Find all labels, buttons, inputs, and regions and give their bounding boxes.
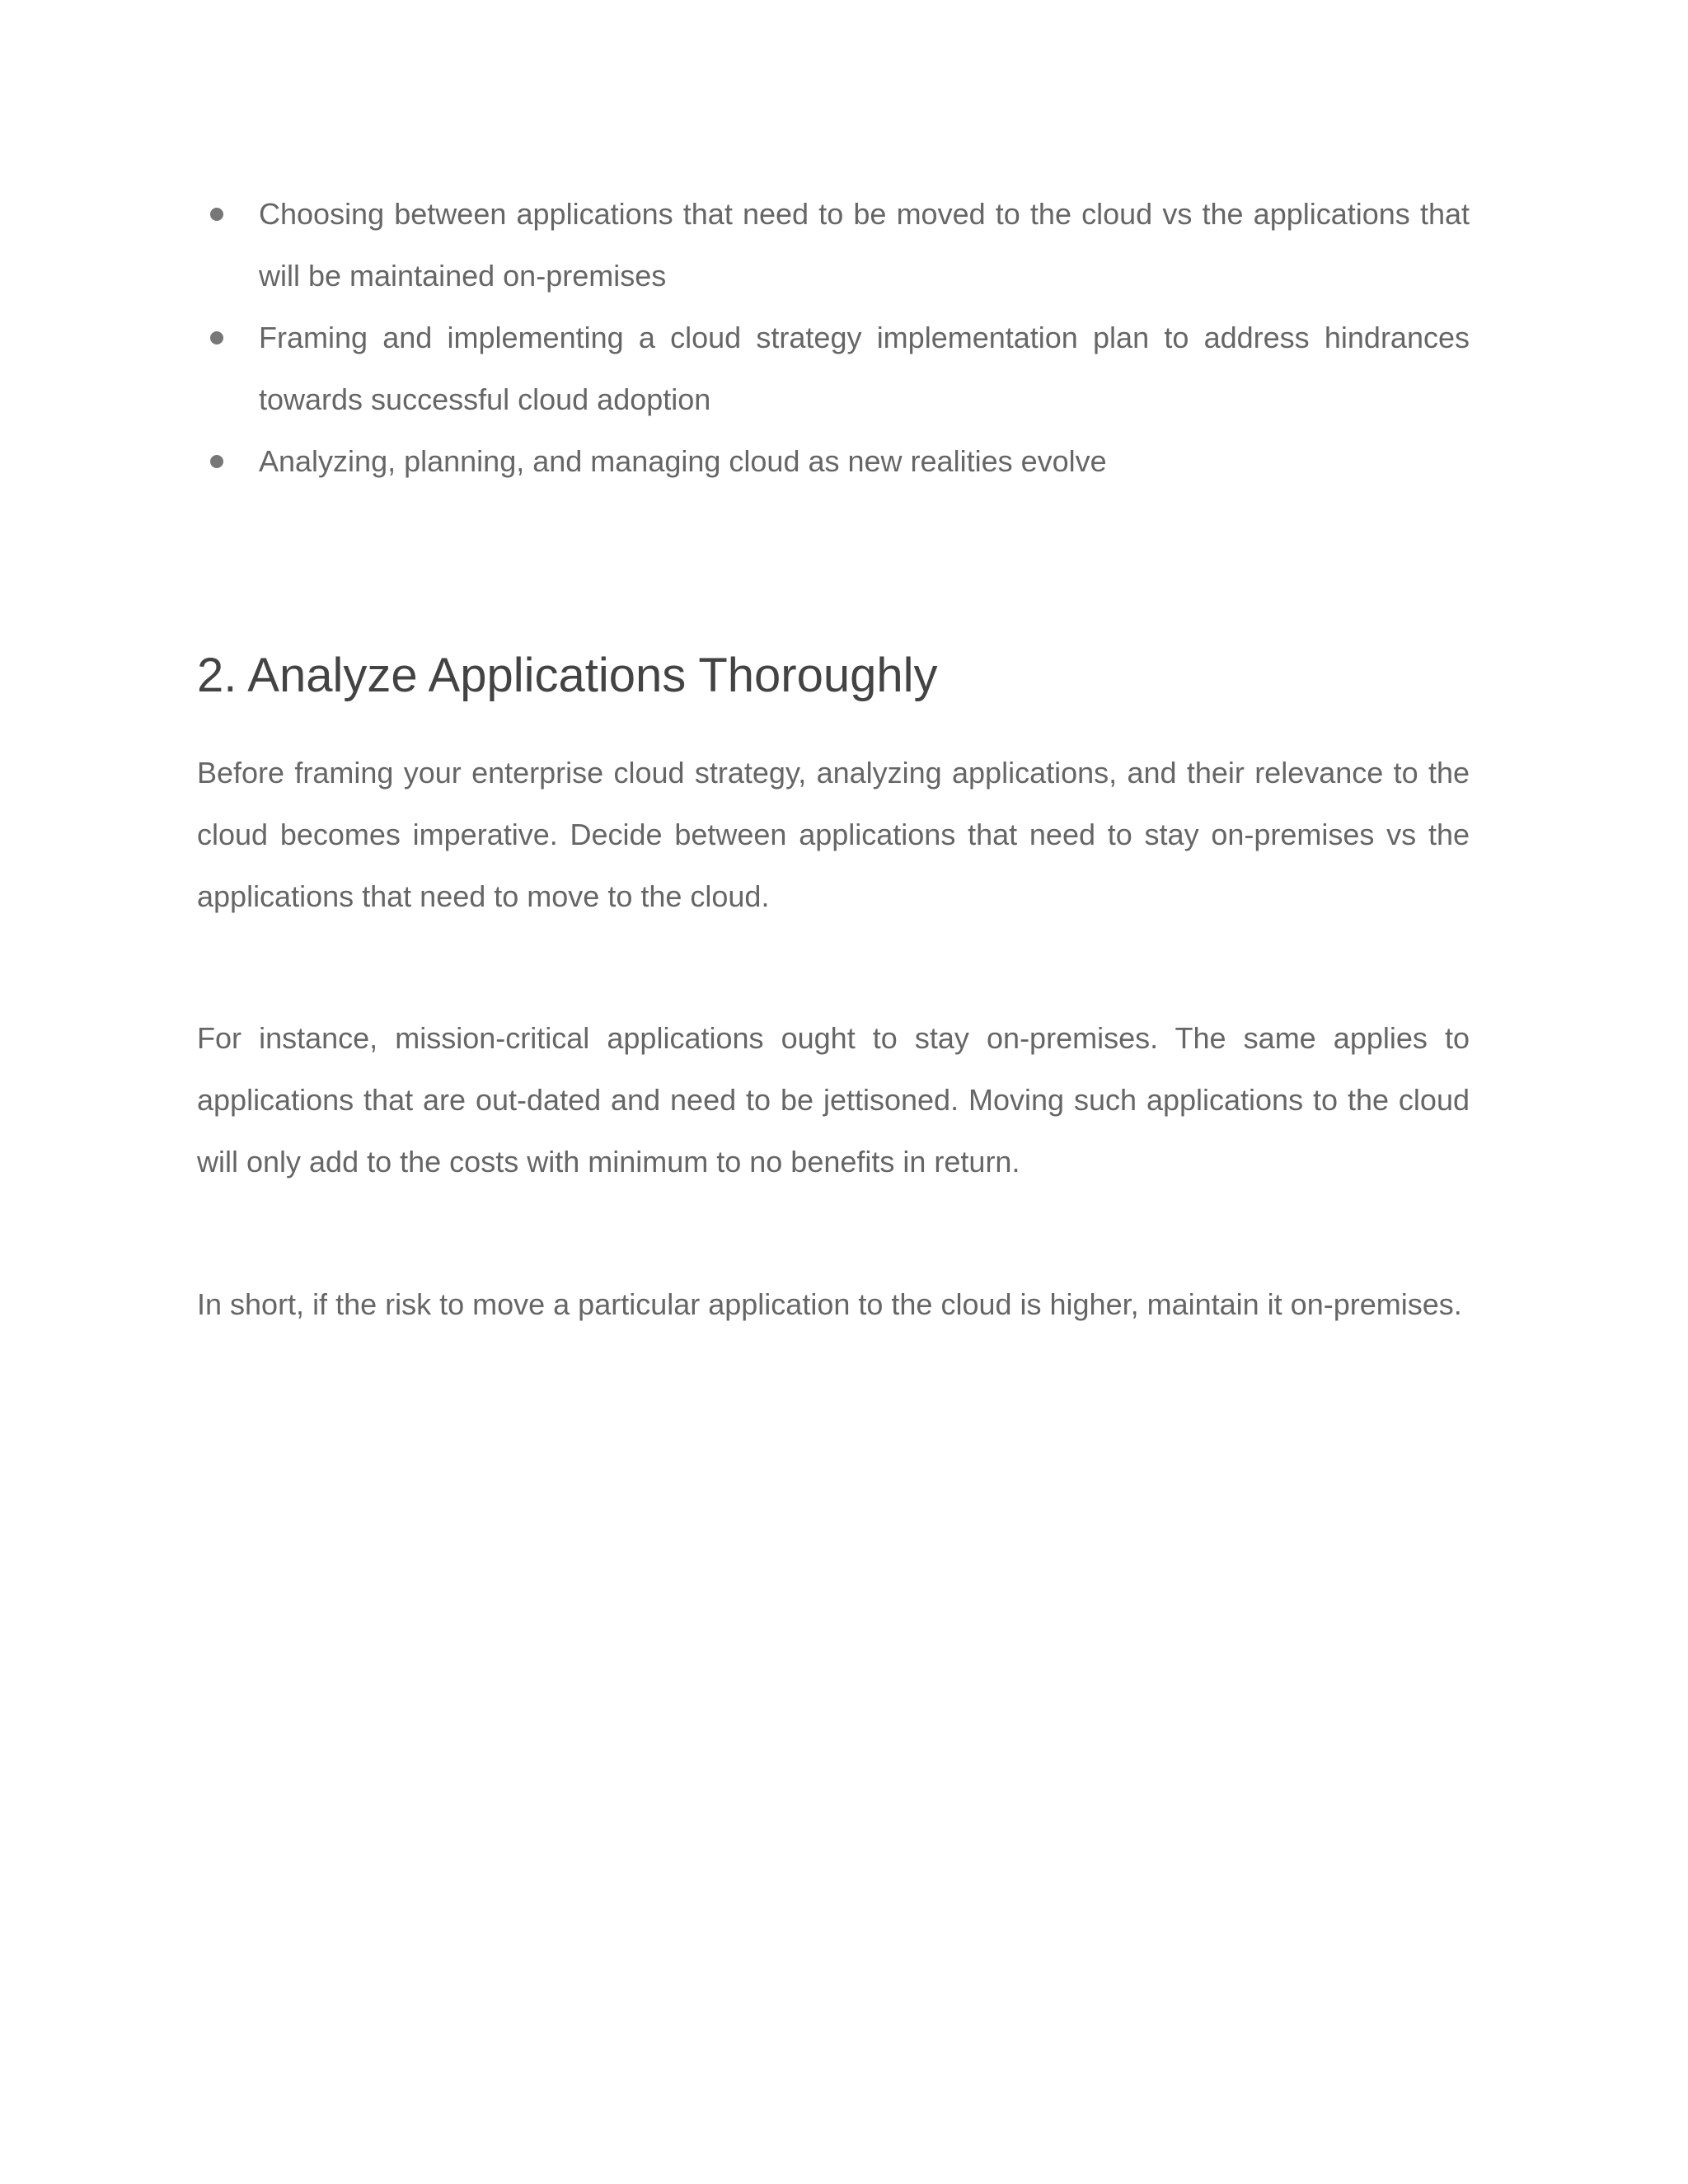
bullet-text: Framing and implementing a cloud strategy implementation plan to address hindrances towards successful cloud adoption	[259, 321, 1470, 416]
bullet-text: Choosing between applications that need to be moved to the cloud vs the applications that will be maintained on-premises	[259, 197, 1470, 293]
bullet-dot-icon	[210, 331, 223, 344]
body-paragraph: For instance, mission-critical applications ought to stay on-premises. The same applies to applications that are out-dated and need to be jettisoned. Moving such applications to the cloud will only add to the costs with minimum to no benefits in return.	[197, 1021, 1470, 1179]
body-paragraph: In short, if the risk to move a particular application to the cloud is higher, maintain it on-premises.	[197, 1287, 1462, 1321]
bullet-dot-icon	[210, 208, 223, 221]
bullet-text: Analyzing, planning, and managing cloud as new realities evolve	[259, 444, 1107, 478]
bullet-dot-icon	[210, 455, 223, 468]
body-paragraph: Before framing your enterprise cloud strategy, analyzing applications, and their relevance to the cloud becomes imperative. Decide between applications that need to stay on-premises vs the applications that need to move to the cloud.	[197, 756, 1470, 913]
bullet-list-item	[197, 430, 1470, 492]
section-heading: 2. Analyze Applications Thoroughly	[197, 649, 938, 702]
bullet-list	[197, 183, 1470, 492]
document-page	[197, 183, 1470, 1321]
bullet-list-item	[197, 307, 1470, 430]
bullet-list-item	[197, 183, 1470, 307]
